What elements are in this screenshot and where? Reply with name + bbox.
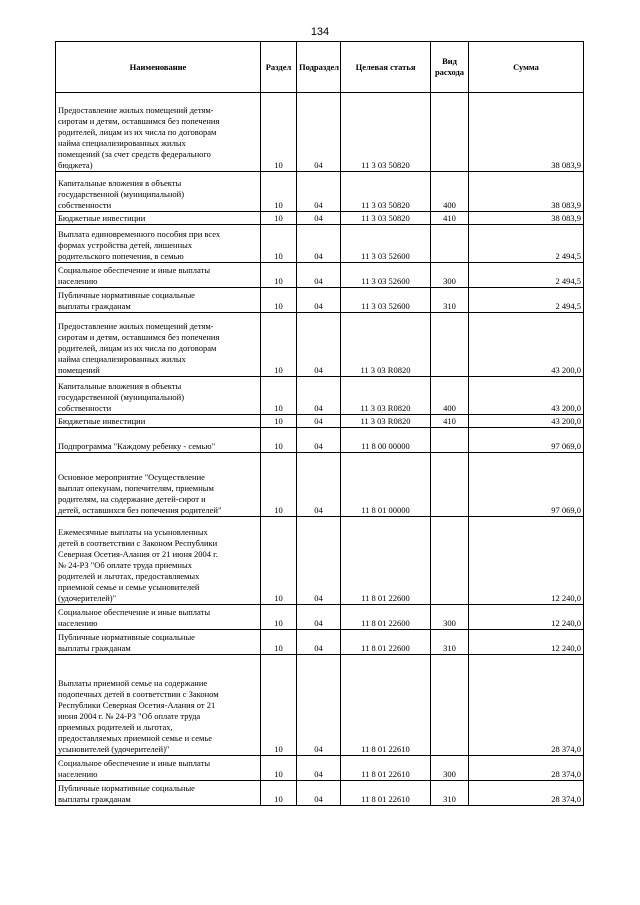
row-sum: 12 240,0 <box>469 517 584 605</box>
row-article: 11 8 01 22600 <box>341 605 431 630</box>
row-type <box>431 453 469 517</box>
row-subsection: 04 <box>297 517 341 605</box>
row-subsection: 04 <box>297 781 341 806</box>
row-section: 10 <box>261 172 297 212</box>
table-row <box>56 605 584 630</box>
header-article: Целевая статья <box>341 42 431 93</box>
row-section: 10 <box>261 263 297 288</box>
row-type <box>431 93 469 172</box>
row-sum: 28 374,0 <box>469 655 584 756</box>
row-section: 10 <box>261 453 297 517</box>
header-type: Вид расхода <box>431 42 469 93</box>
row-name: Предоставление жилых помещений детям- сиротам и детям, оставшимся без попечения родителей, лицам из их числа по договорам найма специализированных жилых помещений (за счет средств федерального бюджета) <box>56 93 261 172</box>
row-name: Капитальные вложения в объекты государственной (муниципальной) собственности <box>56 377 261 415</box>
row-name: Предоставление жилых помещений детям- сиротам и детям, оставшимся без попечения родителей, лицам из их числа по договорам найма специализированных жилых помещений <box>56 313 261 377</box>
row-name: Выплаты приемной семье на содержание подопечных детей в соответствии с Законом Республики Северная Осетия-Алания от 21 июня 2004 г. № 24-РЗ "Об оплате труда приемных родителей и льготах, предоставляемых приемной семье и семье усыновителей (удочерителей)" <box>56 655 261 756</box>
row-type: 410 <box>431 415 469 428</box>
header-name: Наименование <box>56 42 261 93</box>
table-row <box>56 517 584 605</box>
row-sum: 38 083,9 <box>469 172 584 212</box>
header-sum: Сумма <box>469 42 584 93</box>
table-row <box>56 377 584 415</box>
row-article: 11 3 03 52600 <box>341 225 431 263</box>
table-row <box>56 263 584 288</box>
row-article: 11 3 03 R0820 <box>341 313 431 377</box>
row-section: 10 <box>261 605 297 630</box>
row-section: 10 <box>261 313 297 377</box>
row-type: 410 <box>431 212 469 225</box>
table-row <box>56 428 584 453</box>
row-sum: 2 494,5 <box>469 225 584 263</box>
budget-table <box>55 41 584 806</box>
row-type: 310 <box>431 288 469 313</box>
row-name: Ежемесячные выплаты на усыновленных детей в соответствии с Законом Республики Северная Осетия-Алания от 21 июня 2004 г. № 24-РЗ "Об оплате труда приемных родителей и льготах, предоставляемых приемной семье и семье усыновителей (удочерителей)" <box>56 517 261 605</box>
row-name: Публичные нормативные социальные выплаты гражданам <box>56 288 261 313</box>
table-row <box>56 781 584 806</box>
header-section: Раздел <box>261 42 297 93</box>
row-article: 11 8 01 22610 <box>341 655 431 756</box>
row-subsection: 04 <box>297 225 341 263</box>
table-row <box>56 415 584 428</box>
table-row <box>56 453 584 517</box>
row-article: 11 3 03 52600 <box>341 288 431 313</box>
row-type: 310 <box>431 781 469 806</box>
row-article: 11 8 01 22610 <box>341 756 431 781</box>
row-name: Бюджетные инвестиции <box>56 415 261 428</box>
row-sum: 28 374,0 <box>469 756 584 781</box>
row-article: 11 8 01 22600 <box>341 630 431 655</box>
row-name: Публичные нормативные социальные выплаты гражданам <box>56 630 261 655</box>
row-section: 10 <box>261 225 297 263</box>
row-name: Основное мероприятие "Осуществление выплат опекунам, попечителям, приемным родителям, на содержание детей-сирот и детей, оставшихся без попечения родителей" <box>56 453 261 517</box>
row-article: 11 3 03 50820 <box>341 93 431 172</box>
row-article: 11 3 03 50820 <box>341 172 431 212</box>
row-type <box>431 517 469 605</box>
table-header-row <box>56 42 584 93</box>
row-name: Выплата единовременного пособия при всех формах устройства детей, лишенных родительского попечения, в семью <box>56 225 261 263</box>
row-section: 10 <box>261 630 297 655</box>
row-subsection: 04 <box>297 172 341 212</box>
row-type: 400 <box>431 377 469 415</box>
row-name: Социальное обеспечение и иные выплаты населению <box>56 756 261 781</box>
row-article: 11 3 03 R0820 <box>341 377 431 415</box>
table-row <box>56 288 584 313</box>
row-sum: 43 200,0 <box>469 415 584 428</box>
row-article: 11 8 00 00000 <box>341 428 431 453</box>
row-sum: 43 200,0 <box>469 377 584 415</box>
row-article: 11 8 01 00000 <box>341 453 431 517</box>
row-name: Подпрограмма "Каждому ребенку - семью" <box>56 428 261 453</box>
row-subsection: 04 <box>297 756 341 781</box>
row-name: Социальное обеспечение и иные выплаты населению <box>56 605 261 630</box>
row-sum: 12 240,0 <box>469 605 584 630</box>
table-row <box>56 225 584 263</box>
row-article: 11 8 01 22610 <box>341 781 431 806</box>
row-subsection: 04 <box>297 415 341 428</box>
row-article: 11 3 03 R0820 <box>341 415 431 428</box>
row-section: 10 <box>261 377 297 415</box>
row-subsection: 04 <box>297 93 341 172</box>
row-subsection: 04 <box>297 630 341 655</box>
row-section: 10 <box>261 415 297 428</box>
page-number: 134 <box>310 26 330 38</box>
row-article: 11 8 01 22600 <box>341 517 431 605</box>
table-row <box>56 93 584 172</box>
row-type: 300 <box>431 756 469 781</box>
row-type: 300 <box>431 263 469 288</box>
row-sum: 2 494,5 <box>469 263 584 288</box>
row-section: 10 <box>261 655 297 756</box>
row-type <box>431 428 469 453</box>
row-section: 10 <box>261 756 297 781</box>
row-sum: 97 069,0 <box>469 428 584 453</box>
row-name: Бюджетные инвестиции <box>56 212 261 225</box>
table-row <box>56 756 584 781</box>
row-type <box>431 313 469 377</box>
row-subsection: 04 <box>297 453 341 517</box>
row-subsection: 04 <box>297 263 341 288</box>
row-type: 310 <box>431 630 469 655</box>
row-sum: 38 083,9 <box>469 93 584 172</box>
row-article: 11 3 03 50820 <box>341 212 431 225</box>
row-section: 10 <box>261 288 297 313</box>
row-section: 10 <box>261 212 297 225</box>
row-section: 10 <box>261 517 297 605</box>
row-subsection: 04 <box>297 605 341 630</box>
row-sum: 2 494,5 <box>469 288 584 313</box>
row-article: 11 3 03 52600 <box>341 263 431 288</box>
table-row <box>56 655 584 756</box>
row-subsection: 04 <box>297 655 341 756</box>
row-subsection: 04 <box>297 288 341 313</box>
row-subsection: 04 <box>297 428 341 453</box>
row-type: 300 <box>431 605 469 630</box>
row-section: 10 <box>261 93 297 172</box>
row-type: 400 <box>431 172 469 212</box>
header-subsection: Подраздел <box>297 42 341 93</box>
table-row <box>56 313 584 377</box>
row-subsection: 04 <box>297 313 341 377</box>
row-subsection: 04 <box>297 212 341 225</box>
table-row <box>56 630 584 655</box>
row-name: Капитальные вложения в объекты государственной (муниципальной) собственности <box>56 172 261 212</box>
row-name: Социальное обеспечение и иные выплаты населению <box>56 263 261 288</box>
row-sum: 12 240,0 <box>469 630 584 655</box>
row-section: 10 <box>261 428 297 453</box>
row-sum: 43 200,0 <box>469 313 584 377</box>
row-type <box>431 655 469 756</box>
row-sum: 28 374,0 <box>469 781 584 806</box>
row-name: Публичные нормативные социальные выплаты гражданам <box>56 781 261 806</box>
row-sum: 38 083,9 <box>469 212 584 225</box>
row-type <box>431 225 469 263</box>
table-row <box>56 172 584 212</box>
row-subsection: 04 <box>297 377 341 415</box>
table-row <box>56 212 584 225</box>
row-sum: 97 069,0 <box>469 453 584 517</box>
row-section: 10 <box>261 781 297 806</box>
